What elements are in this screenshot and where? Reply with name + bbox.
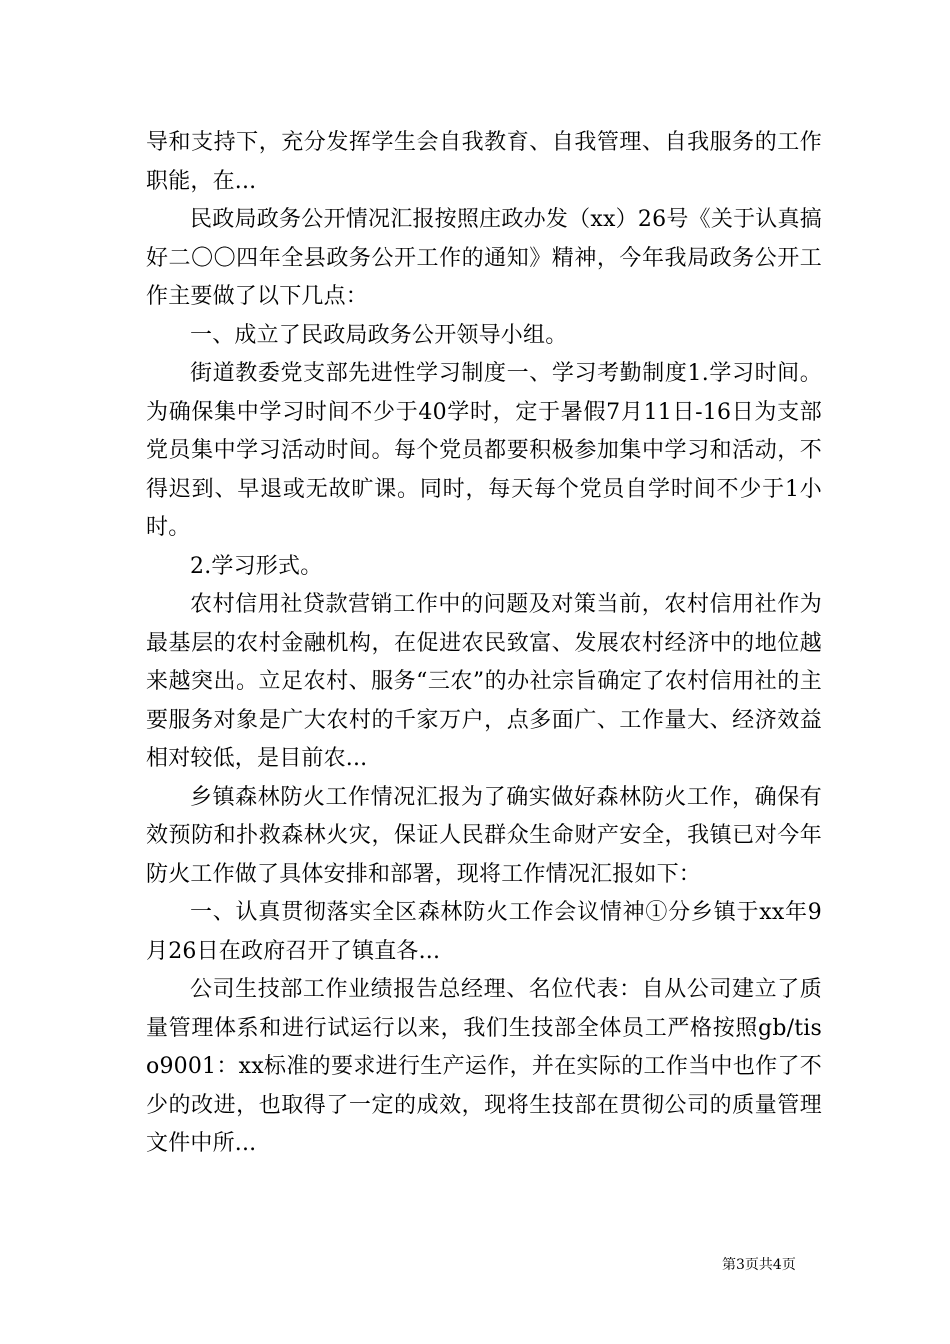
paragraph-2: 民政局政务公开情况汇报按照庄政办发（xx）26号《关于认真搞好二〇〇四年全县政务公开工作的通知》精神，今年我局政务公开工作主要做了以下几点：	[146, 207, 822, 309]
paragraph-6: 农村信用社贷款营销工作中的问题及对策当前，农村信用社作为最基层的农村金融机构，在促进农民致富、发展农村经济中的地位越来越突出。立足农村、服务“三农”的办社宗旨确定了农村信用社的主要服务对象是广大农村的千家万户，点多面广、工作量大、经济效益相对较低，是目前农...	[146, 592, 822, 771]
paragraph-8: 一、认真贯彻落实全区森林防火工作会议情神①分乡镇于xx年9月26日在政府召开了镇直各...	[146, 900, 822, 964]
page-number: 第3页共4页	[722, 1257, 796, 1273]
document-body	[146, 124, 822, 1164]
paragraph-7: 乡镇森林防火工作情况汇报为了确实做好森林防火工作，确保有效预防和扑救森林火灾，保证人民群众生命财产安全，我镇已对今年防火工作做了具体安排和部署，现将工作情况汇报如下：	[146, 784, 822, 887]
paragraph-1: 导和支持下，充分发挥学生会自我教育、自我管理、自我服务的工作职能，在...	[146, 130, 822, 194]
paragraph-9: 公司生技部工作业绩报告总经理、名位代表：自从公司建立了质量管理体系和进行试运行以来，我们生技部全体员工严格按照gb/tiso9001：xx标准的要求进行生产运作，并在实际的工作当中也作了不少的改进，也取得了一定的成效，现将生技部在贯彻公司的质量管理文件中所...	[146, 977, 822, 1156]
paragraph-4: 街道教委党支部先进性学习制度一、学习考勤制度1.学习时间。为确保集中学习时间不少于40学时，定于暑假7月11日-16日为支部党员集中学习活动时间。每个党员都要积极参加集中学习和活动，不得迟到、早退或无故旷课。同时，每天每个党员自学时间不少于1小时。	[146, 361, 822, 540]
paragraph-5: 2.学习形式。	[190, 553, 323, 579]
paragraph-3: 一、成立了民政局政务公开领导小组。	[190, 322, 568, 348]
